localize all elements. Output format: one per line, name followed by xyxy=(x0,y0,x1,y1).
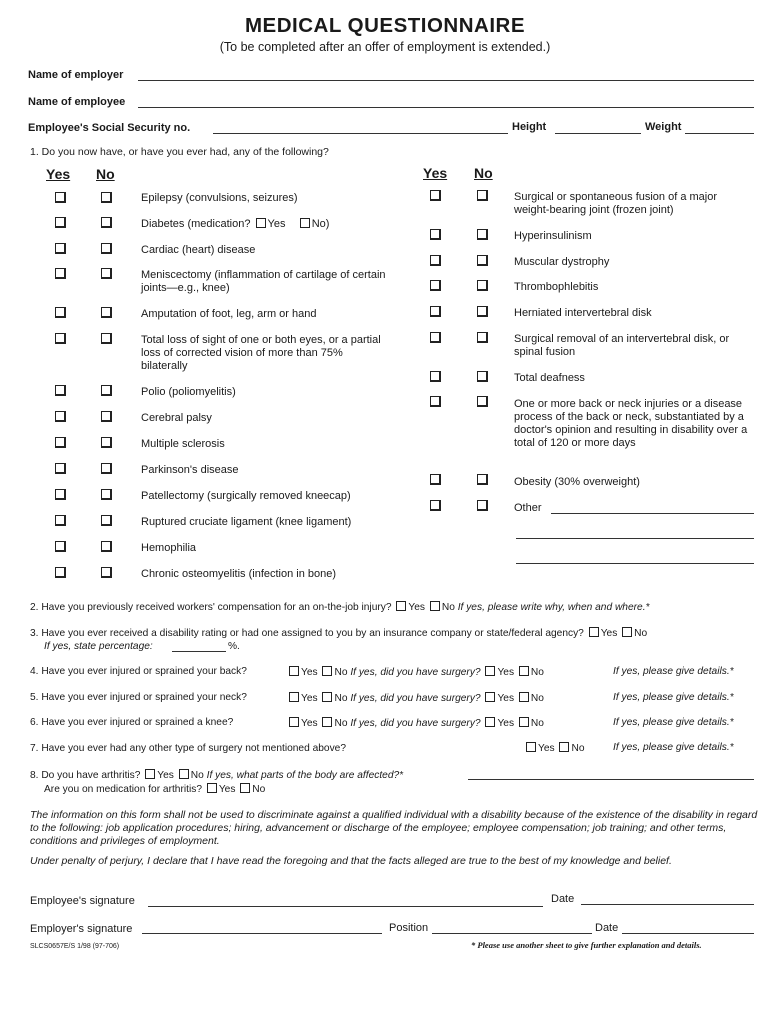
checkbox-no[interactable] xyxy=(101,437,112,448)
yes-header-right: Yes xyxy=(423,165,448,181)
condition-label: Amputation of foot, leg, arm or hand xyxy=(141,308,317,320)
checkbox-yes[interactable] xyxy=(55,333,66,344)
condition-label: Cardiac (heart) disease xyxy=(141,244,256,256)
yes-label: Yes xyxy=(157,770,174,781)
checkbox-yes[interactable] xyxy=(55,489,66,500)
position-label: Position xyxy=(389,922,429,934)
condition-label: One or more back or neck injuries or a disease process of the back or neck, substantiated by a doctor's opinion and resulting in disability over a total of 120 or more days xyxy=(514,398,748,449)
yes-label: Yes xyxy=(497,693,515,704)
checkbox-no[interactable] xyxy=(477,474,488,485)
checkbox-no[interactable] xyxy=(477,332,488,343)
details-instruction: If yes, please give details.* xyxy=(613,717,734,728)
checkbox-yes[interactable] xyxy=(55,463,66,474)
page-subtitle: (To be completed after an offer of employment is extended.) xyxy=(219,40,551,54)
employer-signature-field[interactable] xyxy=(142,933,382,934)
q7-yes-checkbox[interactable] xyxy=(526,742,536,752)
checkbox-no[interactable] xyxy=(101,192,112,203)
checkbox-yes[interactable] xyxy=(55,307,66,318)
footnote: * Please use another sheet to give further explanation and details. xyxy=(471,940,702,950)
no-label: No xyxy=(334,718,348,729)
checkbox-yes[interactable] xyxy=(430,255,441,266)
q8-med-no-checkbox[interactable] xyxy=(240,783,250,793)
q3-percentage-field[interactable] xyxy=(172,651,226,652)
condition-label: Muscular dystrophy xyxy=(514,256,610,268)
no-label: No xyxy=(530,718,544,729)
condition-label: Herniated intervertebral disk xyxy=(514,307,652,319)
no-label: No xyxy=(334,667,348,678)
employer-signature-label: Employer's signature xyxy=(30,923,133,935)
q5-yes-checkbox[interactable] xyxy=(289,692,299,702)
yes-label: Yes xyxy=(600,628,618,639)
q6-yes-checkbox[interactable] xyxy=(289,717,299,727)
q3-yes-checkbox[interactable] xyxy=(589,627,599,637)
employee-signature-field[interactable] xyxy=(148,906,543,907)
checkbox-no[interactable] xyxy=(101,567,112,578)
q6-surgery-no-checkbox[interactable] xyxy=(519,717,529,727)
height-label: Height xyxy=(512,121,547,133)
q1-text: 1. Do you now have, or have you ever had, any of the following? xyxy=(30,146,329,158)
q6-text: 6. Have you ever injured or sprained a knee? xyxy=(30,717,234,728)
no-label: No xyxy=(441,602,455,613)
q8-med-yes-checkbox[interactable] xyxy=(207,783,217,793)
checkbox-yes[interactable] xyxy=(55,192,66,203)
q4-surgery-no-checkbox[interactable] xyxy=(519,666,529,676)
height-field[interactable] xyxy=(555,133,641,134)
checkbox-no[interactable] xyxy=(101,217,112,228)
employee-label: Name of employee xyxy=(28,96,126,108)
condition-label: Thrombophlebitis xyxy=(514,281,599,293)
condition-label: Parkinson's disease xyxy=(141,464,239,476)
condition-label: Patellectomy (surgically removed kneecap) xyxy=(141,490,351,502)
checkbox-no[interactable] xyxy=(477,371,488,382)
condition-label: Hyperinsulinism xyxy=(514,230,592,242)
disclaimer-text: The information on this form shall not be used to discriminate against a qualified individual with a disability because of the existence of the disability in regard to the following: job application procedures; hiring, advancement or discharge of the employee; employee compensation; job training; and other terms, conditions and privileges of employment. xyxy=(30,809,758,847)
checkbox-yes[interactable] xyxy=(430,229,441,240)
q4-text: 4. Have you ever injured or sprained your back? xyxy=(30,666,247,677)
diabetes-no-label: No) xyxy=(311,218,330,230)
no-label: No xyxy=(571,743,585,754)
checkbox-no[interactable] xyxy=(101,243,112,254)
q2-row xyxy=(30,601,650,613)
yes-label: Yes xyxy=(301,667,318,678)
checkbox-yes[interactable] xyxy=(55,515,66,526)
q8-yes-checkbox[interactable] xyxy=(145,769,155,779)
condition-label: Other xyxy=(514,502,542,514)
q8-medication-text: Are you on medication for arthritis? xyxy=(44,784,202,795)
other-field-line[interactable] xyxy=(516,563,754,564)
condition-label: Epilepsy (convulsions, seizures) xyxy=(141,192,298,204)
checkbox-no[interactable] xyxy=(101,307,112,318)
checkbox-no[interactable] xyxy=(477,280,488,291)
other-field-line[interactable] xyxy=(516,538,754,539)
condition-label: Hemophilia xyxy=(141,542,197,554)
q6-answers xyxy=(287,717,544,729)
diabetes-no-checkbox[interactable] xyxy=(300,218,310,228)
checkbox-yes[interactable] xyxy=(430,332,441,343)
no-header-right: No xyxy=(474,165,493,181)
checkbox-no[interactable] xyxy=(101,333,112,344)
q6-no-checkbox[interactable] xyxy=(322,717,332,727)
checkbox-yes[interactable] xyxy=(430,371,441,382)
employer-label: Name of employer xyxy=(28,69,124,81)
checkbox-no[interactable] xyxy=(101,541,112,552)
checkbox-no[interactable] xyxy=(101,268,112,279)
condition-label: Polio (poliomyelitis) xyxy=(141,386,236,398)
employee-date-label: Date xyxy=(551,893,575,905)
checkbox-no[interactable] xyxy=(477,229,488,240)
checkbox-no[interactable] xyxy=(101,489,112,500)
q3-no-checkbox[interactable] xyxy=(622,627,632,637)
checkbox-no[interactable] xyxy=(477,500,488,511)
checkbox-yes[interactable] xyxy=(55,268,66,279)
q8-no-checkbox[interactable] xyxy=(179,769,189,779)
checkbox-yes[interactable] xyxy=(430,306,441,317)
page-title: MEDICAL QUESTIONNAIRE xyxy=(244,14,526,37)
perjury-statement: Under penalty of perjury, I declare that I have read the foregoing and that the facts alleged are true to the best of my knowledge and belief. xyxy=(30,855,672,867)
checkbox-yes[interactable] xyxy=(55,567,66,578)
employee-field[interactable] xyxy=(138,107,754,108)
q2-yes-checkbox[interactable] xyxy=(396,601,406,611)
checkbox-yes[interactable] xyxy=(430,396,441,407)
checkbox-yes[interactable] xyxy=(430,474,441,485)
q6-surgery-yes-checkbox[interactable] xyxy=(485,717,495,727)
weight-label: Weight xyxy=(645,121,682,133)
condition-label: Total loss of sight of one or both eyes, or a partial loss of corrected vision of more than 75% bilaterally xyxy=(141,334,381,372)
diabetes-row xyxy=(141,218,411,231)
checkbox-no[interactable] xyxy=(101,463,112,474)
q5-no-checkbox[interactable] xyxy=(322,692,332,702)
yes-label: Yes xyxy=(408,602,425,613)
q3-percentage-label: If yes, state percentage: xyxy=(44,641,153,652)
employee-date-field[interactable] xyxy=(581,904,754,905)
condition-label: Cerebral palsy xyxy=(141,412,212,424)
arthritis-parts-field[interactable] xyxy=(468,779,754,780)
condition-label: Multiple sclerosis xyxy=(141,438,225,450)
q4-no-checkbox[interactable] xyxy=(322,666,332,676)
checkbox-yes[interactable] xyxy=(55,385,66,396)
checkbox-yes[interactable] xyxy=(55,411,66,422)
diabetes-yes-checkbox[interactable] xyxy=(256,218,266,228)
q5-answers xyxy=(287,692,544,704)
no-label: No xyxy=(334,693,348,704)
no-label: No xyxy=(634,628,648,639)
condition-label: Meniscectomy (inflammation of cartilage of certain joints—e.g., knee) xyxy=(141,269,386,294)
no-header-left: No xyxy=(96,166,115,182)
yes-label: Yes xyxy=(301,718,318,729)
no-label: No xyxy=(530,693,544,704)
q4-surgery-yes-checkbox[interactable] xyxy=(485,666,495,676)
condition-label: Diabetes (medication? xyxy=(141,218,251,230)
checkbox-no[interactable] xyxy=(477,255,488,266)
q2-no-checkbox[interactable] xyxy=(430,601,440,611)
q5-surgery-yes-checkbox[interactable] xyxy=(485,692,495,702)
checkbox-yes[interactable] xyxy=(55,541,66,552)
condition-label: Surgical removal of an intervertebral disk, or spinal fusion xyxy=(514,333,730,358)
q7-answers xyxy=(524,742,585,754)
yes-label: Yes xyxy=(218,784,236,795)
condition-label: Total deafness xyxy=(514,372,585,384)
q8-row xyxy=(30,769,403,781)
checkbox-yes[interactable] xyxy=(55,243,66,254)
surgery-question: If yes, did you have surgery? xyxy=(350,667,481,678)
checkbox-no[interactable] xyxy=(101,411,112,422)
checkbox-no[interactable] xyxy=(477,190,488,201)
q7-no-checkbox[interactable] xyxy=(559,742,569,752)
position-field[interactable] xyxy=(432,933,592,934)
checkbox-no[interactable] xyxy=(477,396,488,407)
diabetes-yes-label: Yes xyxy=(267,218,286,230)
checkbox-yes[interactable] xyxy=(430,280,441,291)
q3-row xyxy=(30,627,647,639)
q3-text: 3. Have you ever received a disability rating or had one assigned to you by an insurance company or state/federal agency? xyxy=(30,628,584,639)
yes-label: Yes xyxy=(497,718,515,729)
employer-field[interactable] xyxy=(138,80,754,81)
q3-percent-sign: %. xyxy=(228,641,240,652)
no-label: No xyxy=(530,667,544,678)
q2-text: 2. Have you previously received workers' compensation for an on-the-job injury? xyxy=(30,602,392,613)
checkbox-yes[interactable] xyxy=(55,217,66,228)
other-field[interactable] xyxy=(551,513,754,514)
yes-label: Yes xyxy=(497,667,515,678)
q4-answers xyxy=(287,666,544,678)
weight-field[interactable] xyxy=(685,133,754,134)
yes-header-left: Yes xyxy=(46,166,71,182)
surgery-question: If yes, did you have surgery? xyxy=(350,718,481,729)
yes-label: Yes xyxy=(301,693,318,704)
surgery-question: If yes, did you have surgery? xyxy=(350,693,481,704)
q4-yes-checkbox[interactable] xyxy=(289,666,299,676)
condition-label: Ruptured cruciate ligament (knee ligament) xyxy=(141,516,352,528)
no-label: No xyxy=(190,770,204,781)
checkbox-yes[interactable] xyxy=(55,437,66,448)
employer-date-field[interactable] xyxy=(622,933,754,934)
checkbox-yes[interactable] xyxy=(430,190,441,201)
q8-instruction: If yes, what parts of the body are affected?* xyxy=(206,770,404,781)
condition-label: Obesity (30% overweight) xyxy=(514,476,640,488)
q8-text: 8. Do you have arthritis? xyxy=(30,770,141,781)
condition-label: Chronic osteomyelitis (infection in bone) xyxy=(141,568,337,580)
condition-label: Surgical or spontaneous fusion of a major weight-bearing joint (frozen joint) xyxy=(514,191,718,216)
yes-label: Yes xyxy=(538,743,555,754)
checkbox-no[interactable] xyxy=(477,306,488,317)
ssn-field[interactable] xyxy=(213,133,508,134)
employer-date-label: Date xyxy=(595,922,619,934)
details-instruction: If yes, please give details.* xyxy=(613,742,734,753)
form-code: SLCS0657E/S 1/98 (97-706) xyxy=(30,943,120,950)
employee-signature-label: Employee's signature xyxy=(30,895,135,907)
ssn-label: Employee's Social Security no. xyxy=(28,122,191,134)
checkbox-no[interactable] xyxy=(101,385,112,396)
checkbox-no[interactable] xyxy=(101,515,112,526)
details-instruction: If yes, please give details.* xyxy=(613,666,734,677)
details-instruction: If yes, please give details.* xyxy=(613,692,734,703)
q5-surgery-no-checkbox[interactable] xyxy=(519,692,529,702)
q2-instruction: If yes, please write why, when and where.* xyxy=(457,602,650,613)
q5-text: 5. Have you ever injured or sprained your neck? xyxy=(30,692,247,703)
q7-text: 7. Have you ever had any other type of surgery not mentioned above? xyxy=(30,743,347,754)
no-label: No xyxy=(252,784,266,795)
q8-medication-row xyxy=(44,783,265,795)
checkbox-yes[interactable] xyxy=(430,500,441,511)
